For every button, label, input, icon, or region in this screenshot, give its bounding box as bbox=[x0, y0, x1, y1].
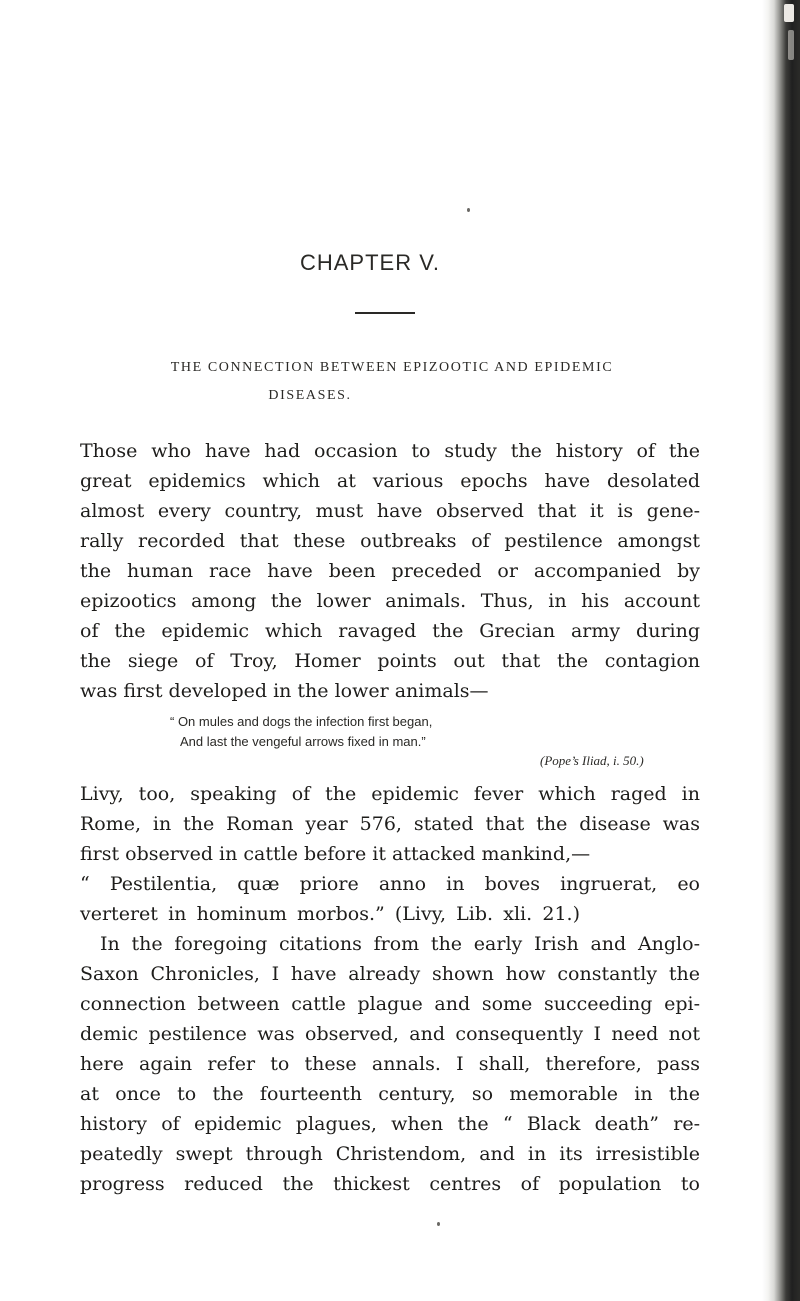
paragraph3-line: progress reduced the thickest centres of population to bbox=[80, 1173, 700, 1195]
quote-citation: (Pope’s Iliad, i. 50.) bbox=[540, 753, 644, 768]
section-heading-line1: THE CONNECTION BETWEEN EPIZOOTIC AND EPIDEMIC bbox=[170, 360, 614, 375]
paragraph3-line: at once to the fourteenth century, so memorable in the bbox=[80, 1083, 700, 1105]
paragraph2-line: first observed in cattle before it attacked mankind,— bbox=[80, 843, 591, 865]
paragraph2-line: verteret in hominum morbos.” (Livy, Lib. xli. 21.) bbox=[80, 903, 580, 925]
paragraph3-line: In the foregoing citations from the early Irish and Anglo- bbox=[100, 933, 700, 955]
quote-line2: And last the vengeful arrows fixed in man.” bbox=[180, 734, 426, 749]
speck-mark bbox=[437, 1222, 440, 1226]
paragraph3-line: peatedly swept through Christendom, and in its irresistible bbox=[80, 1143, 700, 1165]
paragraph1-line: Those who have had occasion to study the history of the bbox=[80, 440, 700, 462]
paragraph3-line: Saxon Chronicles, I have already shown how constantly the bbox=[80, 963, 700, 985]
paragraph1-line: of the epidemic which ravaged the Grecian army during bbox=[80, 620, 700, 642]
paragraph1-line: the human race have been preceded or accompanied by bbox=[80, 560, 700, 582]
paragraph1-line: almost every country, must have observed that it is gene- bbox=[80, 500, 700, 522]
chapter-rule bbox=[355, 312, 415, 314]
paragraph1-line: epizootics among the lower animals. Thus, in his account bbox=[80, 590, 700, 612]
paragraph1-line: great epidemics which at various epochs have desolated bbox=[80, 470, 700, 492]
paragraph1-line: was first developed in the lower animals— bbox=[80, 680, 489, 702]
chapter-title: CHAPTER V. bbox=[299, 250, 440, 275]
paragraph3-line: here again refer to these annals. I shall, therefore, pass bbox=[80, 1053, 700, 1075]
section-heading-line2: DISEASES. bbox=[268, 388, 352, 403]
paragraph2-line: Rome, in the Roman year 576, stated that the disease was bbox=[80, 813, 700, 835]
paragraph1-line: the siege of Troy, Homer points out that the contagion bbox=[80, 650, 700, 672]
paragraph1-line: rally recorded that these outbreaks of pestilence amongst bbox=[80, 530, 700, 552]
scanned-binding-edge bbox=[762, 0, 800, 1301]
paragraph2-line: “ Pestilentia, quæ priore anno in boves ingruerat, eo bbox=[80, 873, 700, 895]
paragraph3-line: demic pestilence was observed, and consequently I need not bbox=[80, 1023, 700, 1045]
quote-line1: “ On mules and dogs the infection first began, bbox=[170, 714, 433, 729]
paragraph2-line: Livy, too, speaking of the epidemic fever which raged in bbox=[80, 783, 700, 805]
paragraph3-line: history of epidemic plagues, when the “ Black death” re- bbox=[80, 1113, 700, 1135]
speck-mark bbox=[467, 208, 470, 212]
paragraph3-line: connection between cattle plague and some succeeding epi- bbox=[80, 993, 700, 1015]
